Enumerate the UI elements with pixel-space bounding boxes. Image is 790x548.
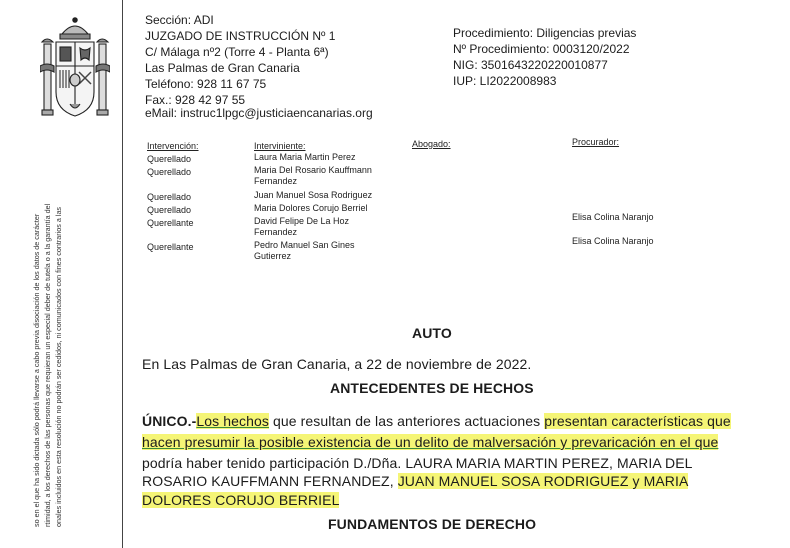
table-row-party: Laura Maria Martin Perez: [254, 152, 356, 162]
table-row-party: Juan Manuel Sosa Rodriguez: [254, 190, 373, 200]
auto-date: En Las Palmas de Gran Canaria, a 22 de noviembre de 2022.: [142, 356, 532, 372]
paragraph-line-3: podría haber tenido participación D./Dña. LAURA MARIA MARTIN PEREZ, MARIA DEL: [142, 455, 693, 471]
paragraph-line-2: [142, 434, 718, 450]
court-phone: Teléfono: 928 11 67 75: [145, 77, 267, 91]
highlight-corujo: DOLORES CORUJO BERRIEL: [142, 492, 340, 508]
table-row-role: Querellante: [147, 242, 194, 252]
paragraph-line-4: ROSARIO KAUFFMANN FERNANDEZ, JUAN MANUEL SOSA RODRIGUEZ y MARIA: [142, 473, 689, 489]
highlight-los-hechos: Los hechos: [196, 413, 269, 429]
court-address: C/ Málaga nº2 (Torre 4 - Planta 6ª): [145, 45, 329, 59]
iup-number: IUP: LI2022008983: [453, 74, 557, 88]
nig-number: NIG: 3501643220220010877: [453, 58, 608, 72]
document-title: AUTO: [412, 325, 452, 341]
col-header-intervencion: Intervención:: [147, 141, 199, 151]
court-name: JUZGADO DE INSTRUCCIÓN Nº 1: [145, 29, 336, 43]
table-row-role: Querellado: [147, 167, 192, 177]
col-header-abogado: Abogado:: [412, 139, 451, 149]
section-heading-antecedentes: ANTECEDENTES DE HECHOS: [330, 380, 534, 396]
table-row-role: Querellado: [147, 205, 192, 215]
paragraph-line-1: ÚNICO.-Los hechos que resultan de las anteriores actuaciones presentan características que: [142, 413, 731, 429]
table-row-party-cont: Gutierrez: [254, 251, 292, 261]
highlight-sosa: JUAN MANUEL SOSA RODRIGUEZ y MARIA: [397, 473, 689, 489]
col-header-procurador: Procurador:: [572, 137, 620, 147]
procedure-number: Nº Procedimiento: 0003120/2022: [453, 42, 630, 56]
table-row-party-cont: Fernandez: [254, 227, 298, 237]
section-heading-fundamentos: FUNDAMENTOS DE DERECHO: [328, 516, 537, 532]
section-label: Sección: ADI: [145, 13, 214, 27]
table-row-party-cont: Fernandez: [254, 176, 298, 186]
procedure-type: Procedimiento: Diligencias previas: [453, 26, 637, 40]
table-row-procurador: Elisa Colina Naranjo: [572, 212, 654, 222]
table-row-party: Maria Del Rosario Kauffmann: [254, 165, 372, 175]
table-row-procurador: Elisa Colina Naranjo: [572, 236, 654, 246]
margin-legal-note: so en el que ha sido dictada sólo podrá llevarse a cabo previa disociación de los datos de carácter rtimidad, a los derechos de las personas que requieran un especial deber de tutela o a la garantía del onales incluidos en esta resolución no podrán ser cedidos, ni comunicados con fines contrarios a las: [32, 203, 63, 527]
table-row-party: Pedro Manuel San Gines: [254, 240, 355, 250]
unico-label: ÚNICO.-: [142, 413, 197, 429]
table-row-party: David Felipe De La Hoz: [254, 216, 350, 226]
highlight-delito: hacen presumir la posible existencia de un delito de malversación y prevaricación en el que: [142, 434, 719, 450]
court-fax: Fax.: 928 42 97 55: [145, 93, 246, 107]
col-header-interviniente: Interviniente:: [254, 141, 306, 151]
table-row-role: Querellado: [147, 154, 192, 164]
highlight-caracteristicas: presentan características que: [544, 413, 731, 429]
paragraph-line-5: [142, 492, 339, 508]
table-row-party: Maria Dolores Corujo Berriel: [254, 203, 368, 213]
court-email: eMail: instruc1lpgc@justiciaencanarias.org: [145, 106, 373, 120]
table-row-role: Querellante: [147, 218, 194, 228]
margin-rule: [122, 0, 123, 548]
table-row-role: Querellado: [147, 192, 192, 202]
spanish-coat-of-arms-icon: [40, 14, 110, 126]
court-city: Las Palmas de Gran Canaria: [145, 61, 300, 75]
